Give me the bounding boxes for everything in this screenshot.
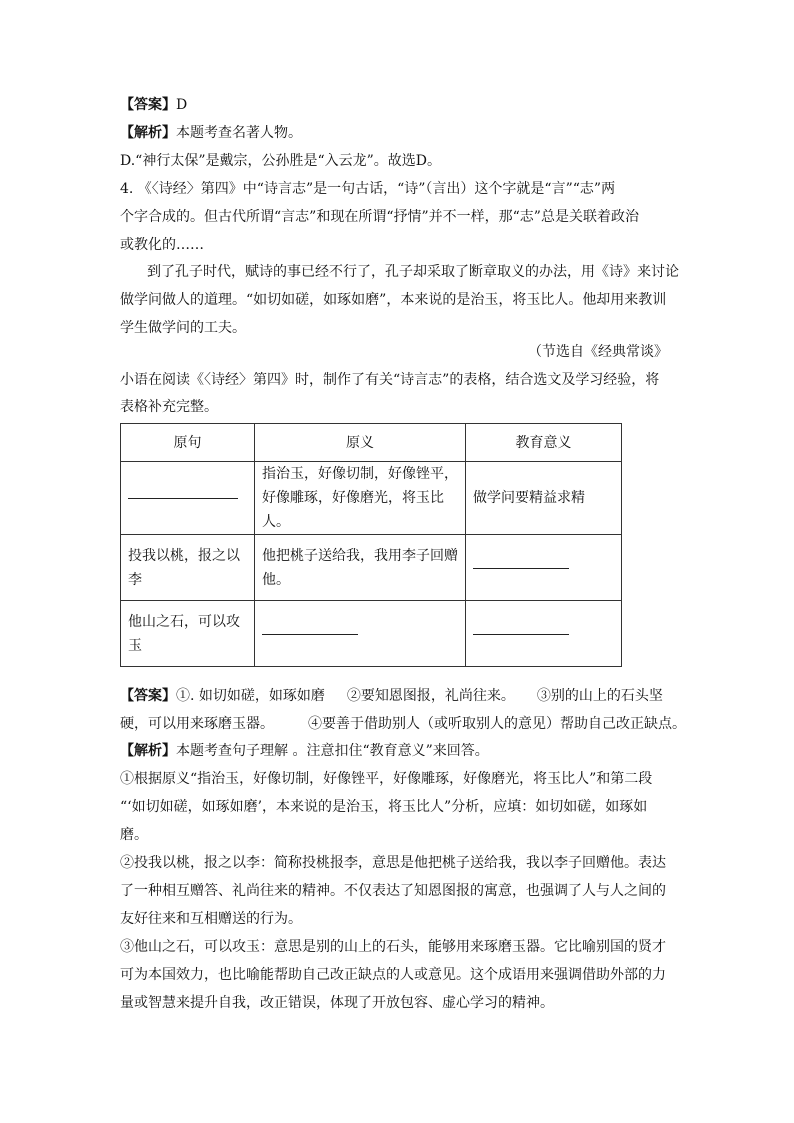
q4-stem-line-3: 或教化的…… bbox=[120, 237, 204, 253]
answer-tag: 【答案】 bbox=[120, 97, 176, 113]
table-header-row bbox=[121, 424, 622, 462]
cell-education-blank[interactable] bbox=[466, 535, 622, 601]
answer-tag: 【答案】 bbox=[120, 688, 176, 704]
q3-answer bbox=[120, 95, 187, 115]
analysis-line-4: ②投我以桃，报之以李：简称投桃报李，意思是他把桃子送给我，我以李子回赠他。表达 bbox=[120, 855, 666, 871]
answer-part-1: ①. 如切如磋，如琢如磨 bbox=[176, 688, 325, 704]
fill-blank-line[interactable] bbox=[128, 497, 238, 499]
analysis-text: 本题考查名著人物。 bbox=[176, 125, 302, 141]
poem-table bbox=[120, 423, 622, 667]
header-original: 原句 bbox=[121, 424, 255, 462]
analysis-line-2: “‘如切如磋，如琢如磨’，本来说的是治玉，将玉比人”分析，应填：如切如磋，如琢如 bbox=[120, 799, 648, 815]
cell-meaning: 他把桃子送给我，我用李子回赠他。 bbox=[255, 535, 466, 601]
analysis-text: 本题考查句子理解 。注意扣住“教育意义”来回答。 bbox=[176, 743, 489, 759]
analysis-line-9: 量或智慧来提升自我，改正错误，体现了开放包容、虚心学习的精神。 bbox=[120, 995, 554, 1011]
cell-original: 他山之石，可以攻玉 bbox=[121, 601, 255, 667]
analysis-line-5: 了一种相互赠答、礼尚往来的精神。不仅表达了知恩图报的寓意，也强调了人与人之间的 bbox=[120, 883, 666, 899]
q4-para-line-1: 到了孔子时代，赋诗的事已经不行了，孔子却采取了断章取义的办法，用《诗》来讨论 bbox=[147, 264, 679, 280]
analysis-line-1: ①根据原义“指治玉，好像切制，好像锉平，好像雕琢，好像磨光，将玉比人”和第二段 bbox=[120, 771, 653, 787]
q4-stem-line-1: 4. 《〈诗经〉第四》中“诗言志”是一句古话，“诗”（言出）这个字就是“言”“志”两 bbox=[120, 181, 616, 197]
q4-analysis bbox=[120, 741, 489, 761]
answer-part-4: ④要善于借助别人（或听取别人的意见）帮助自己改正缺点。 bbox=[308, 716, 686, 732]
answer-part-3-cont: 硬，可以用来琢磨玉器。 bbox=[120, 716, 274, 732]
q3-detail: D.“神行太保”是戴宗，公孙胜是“入云龙”。故选D。 bbox=[120, 153, 442, 169]
analysis-tag: 【解析】 bbox=[120, 743, 176, 759]
q4-para-line-2: 做学问做人的道理。“如切如磋，如琢如磨”，本来说的是治玉，将玉比人。他却用来教训 bbox=[120, 292, 667, 308]
analysis-tag: 【解析】 bbox=[120, 125, 176, 141]
cell-meaning: 指治玉，好像切制，好像锉平，好像雕琢，好像磨光，将玉比人。 bbox=[255, 462, 466, 535]
cell-original: 投我以桃，报之以李 bbox=[121, 535, 255, 601]
analysis-line-3: 磨。 bbox=[120, 827, 148, 843]
q3-analysis bbox=[120, 123, 302, 143]
table-row bbox=[121, 462, 622, 535]
table-row bbox=[121, 535, 622, 601]
header-meaning: 原义 bbox=[255, 424, 466, 462]
source-note: （节选自《经典常谈》 bbox=[528, 344, 668, 360]
q4-para-line-3: 学生做学问的工夫。 bbox=[120, 320, 246, 336]
analysis-line-6: 友好往来和互相赠送的行为。 bbox=[120, 911, 302, 927]
table-row bbox=[121, 601, 622, 667]
header-education: 教育意义 bbox=[466, 424, 622, 462]
cell-education-blank[interactable] bbox=[466, 601, 622, 667]
cell-education: 做学问要精益求精 bbox=[466, 462, 622, 535]
q4-task-line-2: 表格补充完整。 bbox=[120, 399, 218, 415]
cell-meaning-blank[interactable] bbox=[255, 601, 466, 667]
q4-answer-line-1 bbox=[120, 686, 663, 706]
fill-blank-line[interactable] bbox=[473, 567, 569, 569]
q4-answer-line-2 bbox=[120, 714, 686, 734]
answer-value: D bbox=[176, 97, 188, 113]
q4-task-line-1: 小语在阅读《〈诗经〉第四》时，制作了有关“诗言志”的表格，结合选文及学习经验，将 bbox=[120, 372, 660, 388]
answer-part-2: ②要知恩图报，礼尚往来。 bbox=[346, 688, 515, 704]
answer-part-3: ③别的山上的石头坚 bbox=[536, 688, 663, 704]
cell-original-blank[interactable] bbox=[121, 462, 255, 535]
fill-blank-line[interactable] bbox=[473, 633, 569, 635]
analysis-line-7: ③他山之石，可以攻玉：意思是别的山上的石头，能够用来琢磨玉器。它比喻别国的贤才 bbox=[120, 939, 666, 955]
q4-stem-line-2: 个字合成的。但古代所谓“言志”和现在所谓“抒情”并不一样，那“志”总是关联着政治 bbox=[120, 209, 639, 225]
fill-blank-line[interactable] bbox=[262, 633, 358, 635]
analysis-line-8: 可为本国效力，也比喻能帮助自己改正缺点的人或意见。这个成语用来强调借助外部的力 bbox=[120, 967, 666, 983]
